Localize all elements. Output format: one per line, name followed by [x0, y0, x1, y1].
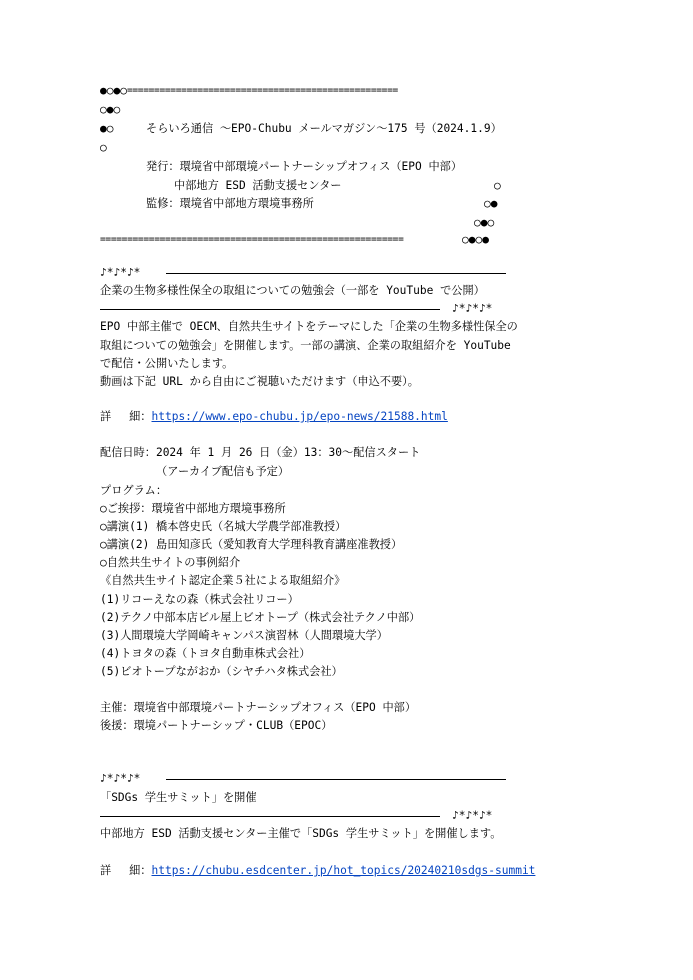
article2-top-rule [166, 779, 506, 780]
publisher-secondary: 中部地方 ESD 活動支援センター [174, 179, 342, 192]
publisher-line [146, 160, 462, 174]
article1-detail-link[interactable]: https://www.epo-chubu.jp/epo-news/21588.html [151, 410, 448, 423]
header-dots-7: ○●○ [474, 216, 495, 229]
publisher-label: 発行： [146, 160, 180, 173]
article2-deco: ♪*♪*♪* [100, 772, 141, 785]
header-dots-6: ○● [484, 197, 498, 210]
article1-body-line: 動画は下記 URL から自由にご視聴いただけます（申込不要）。 [100, 375, 419, 388]
article1-title: 企業の生物多様性保全の取組についての勉強会（一部を YouTube で公開） [100, 284, 485, 297]
program-item: 《自然共生サイト認定企業５社による取組紹介》 [100, 574, 346, 587]
program-item: (3)人間環境大学岡崎キャンパス演習林（人間環境大学） [100, 629, 388, 642]
support-line: 後援：環境パートナーシップ・CLUB（EPOC） [100, 719, 333, 732]
article1-detail-row [100, 410, 448, 424]
host-line: 主催：環境省中部環境パートナーシップオフィス（EPO 中部） [100, 701, 417, 714]
header-dots-3: ●○ [100, 122, 114, 135]
header-rule: ================================================== [126, 85, 398, 96]
article1-deco: ♪*♪*♪* [100, 266, 141, 279]
article1-body-line: EPO 中部主催で OECM、自然共生サイトをテーマにした「企業の生物多様性保全の [100, 320, 518, 333]
article1-body-line: で配信・公開いたします。 [100, 357, 234, 370]
program-item: (2)テクノ中部本店ビル屋上ビオトープ（株式会社テクノ中部） [100, 611, 421, 624]
article1-deco-end: ♪*♪*♪* [452, 302, 493, 315]
supervisor-label: 監修： [146, 197, 180, 210]
program-item: ○講演(2) 島田知彦氏（愛知教育大学理科教育講座准教授） [100, 538, 403, 551]
program-label: プログラム： [100, 484, 168, 497]
archive-note: （アーカイブ配信も予定） [156, 465, 290, 478]
article2-title: 「SDGs 学生サミット」を開催 [100, 791, 257, 804]
article2-deco-end: ♪*♪*♪* [452, 809, 493, 822]
closing-rule: ======================================================== [100, 234, 404, 245]
supervisor-line [146, 197, 314, 211]
header-dots-5: ○ [494, 179, 501, 192]
datetime-row [100, 446, 420, 460]
article2-bottom-rule [100, 816, 440, 817]
header-dots-2: ○●○ [100, 103, 121, 116]
article1-bottom-rule [100, 309, 440, 310]
publisher: 環境省中部環境パートナーシップオフィス（EPO 中部） [179, 160, 463, 173]
program-item: ○自然共生サイトの事例紹介 [100, 556, 241, 569]
program-item: ○ご挨拶：環境省中部地方環境事務所 [100, 502, 286, 515]
article2-detail-row [100, 864, 535, 878]
supervisor: 環境省中部地方環境事務所 [179, 197, 314, 210]
article1-body-line: 取組についての勉強会」を開催します。一部の講演、企業の取組紹介を YouTube [100, 339, 511, 352]
datetime-label: 配信日時： [100, 446, 156, 459]
closing-dots: ○●○● [462, 233, 489, 246]
article2-body: 中部地方 ESD 活動支援センター主催で「SDGs 学生サミット」を開催します。 [100, 827, 502, 840]
header-dots: ●○●○ [100, 84, 127, 97]
article1-top-rule [166, 273, 506, 274]
program-item: ○講演(1) 橋本啓史氏（名城大学農学部准教授） [100, 520, 347, 533]
program-item: (1)リコーえなの森（株式会社リコー） [100, 593, 299, 606]
header-closing-line [100, 233, 489, 247]
detail-label: 詳 細： [100, 864, 152, 877]
detail-label: 詳 細： [100, 410, 152, 423]
header-dots-4: ○ [100, 141, 107, 154]
program-item: (4)トヨタの森（トヨタ自動車株式会社） [100, 647, 311, 660]
newsletter-title: そらいろ通信 ～EPO-Chubu メールマガジン～175 号（2024.1.9） [146, 122, 502, 135]
datetime-value: 2024 年 1 月 26 日（金）13：30～配信スタート [155, 446, 421, 459]
article2-detail-link[interactable]: https://chubu.esdcenter.jp/hot_topics/20240210sdgs-summit [151, 864, 536, 877]
header-line-1 [100, 84, 491, 98]
program-item: (5)ビオトープながおか（シヤチハタ株式会社） [100, 665, 343, 678]
